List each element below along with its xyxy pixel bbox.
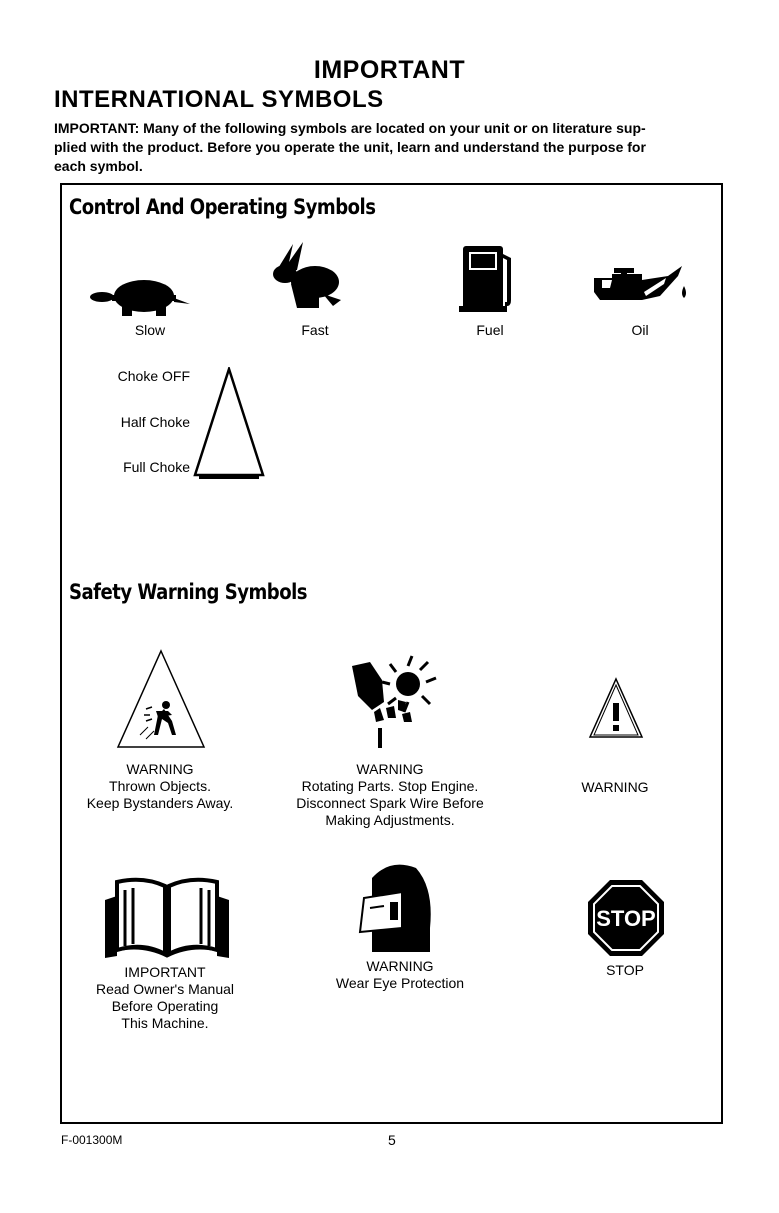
oil-label: Oil (631, 322, 649, 338)
document-code: F-001300M (61, 1133, 123, 1147)
caption-line: Wear Eye Protection (335, 975, 465, 991)
intro-line: each symbol. (54, 158, 143, 174)
choke-triangle-icon (193, 367, 265, 479)
rabbit-icon (263, 240, 343, 312)
stop-sign-icon (586, 878, 666, 958)
thrown-objects-warning-icon (116, 649, 206, 749)
oil-can-icon (590, 266, 690, 316)
stop-sign-text: STOP (596, 906, 656, 931)
safety-symbols-title: Safety Warning Symbols (69, 580, 308, 604)
half-choke-label: Half Choke (120, 414, 190, 430)
caption-line: Rotating Parts. Stop Engine. (301, 778, 479, 794)
intro-line: IMPORTANT: Many of the following symbols are located on your unit or on literature sup- (54, 120, 646, 136)
page-title: IMPORTANT (313, 56, 466, 84)
slow-label: Slow (134, 322, 166, 338)
thrown-objects-caption (40, 761, 280, 812)
warning-caption: WARNING (581, 779, 649, 795)
owners-manual-icon (103, 876, 231, 960)
full-choke-label: Full Choke (123, 459, 190, 475)
manual-caption (45, 964, 285, 1032)
section-heading: INTERNATIONAL SYMBOLS (54, 86, 384, 113)
caption-line: Disconnect Spark Wire Before (296, 795, 484, 811)
rotating-parts-icon (342, 652, 442, 752)
eye-protection-caption (280, 958, 520, 992)
caption-line: IMPORTANT (124, 964, 206, 980)
intro-line: plied with the product. Before you operate the unit, learn and understand the purpose for (54, 139, 646, 155)
caption-line: Before Operating (111, 998, 219, 1014)
caption-line: Read Owner's Manual (95, 981, 235, 997)
stop-caption: STOP (606, 962, 644, 978)
rotating-parts-caption (260, 761, 520, 829)
caption-line: Thrown Objects. (109, 778, 211, 794)
choke-off-label: Choke OFF (117, 368, 190, 384)
caption-line: Keep Bystanders Away. (86, 795, 234, 811)
intro-paragraph (54, 119, 744, 176)
caption-line: WARNING (366, 958, 434, 974)
page-number: 5 (388, 1132, 396, 1148)
caption-line: This Machine. (121, 1015, 209, 1031)
fuel-label: Fuel (476, 322, 504, 338)
control-symbols-title: Control And Operating Symbols (69, 195, 376, 219)
caption-line: WARNING (356, 761, 424, 777)
exclamation-warning-icon (588, 677, 644, 741)
turtle-icon (86, 276, 196, 320)
fuel-pump-icon (455, 244, 525, 312)
face-shield-icon (344, 858, 436, 958)
fast-label: Fast (301, 322, 329, 338)
caption-line: Making Adjustments. (325, 812, 455, 828)
caption-line: WARNING (126, 761, 194, 777)
